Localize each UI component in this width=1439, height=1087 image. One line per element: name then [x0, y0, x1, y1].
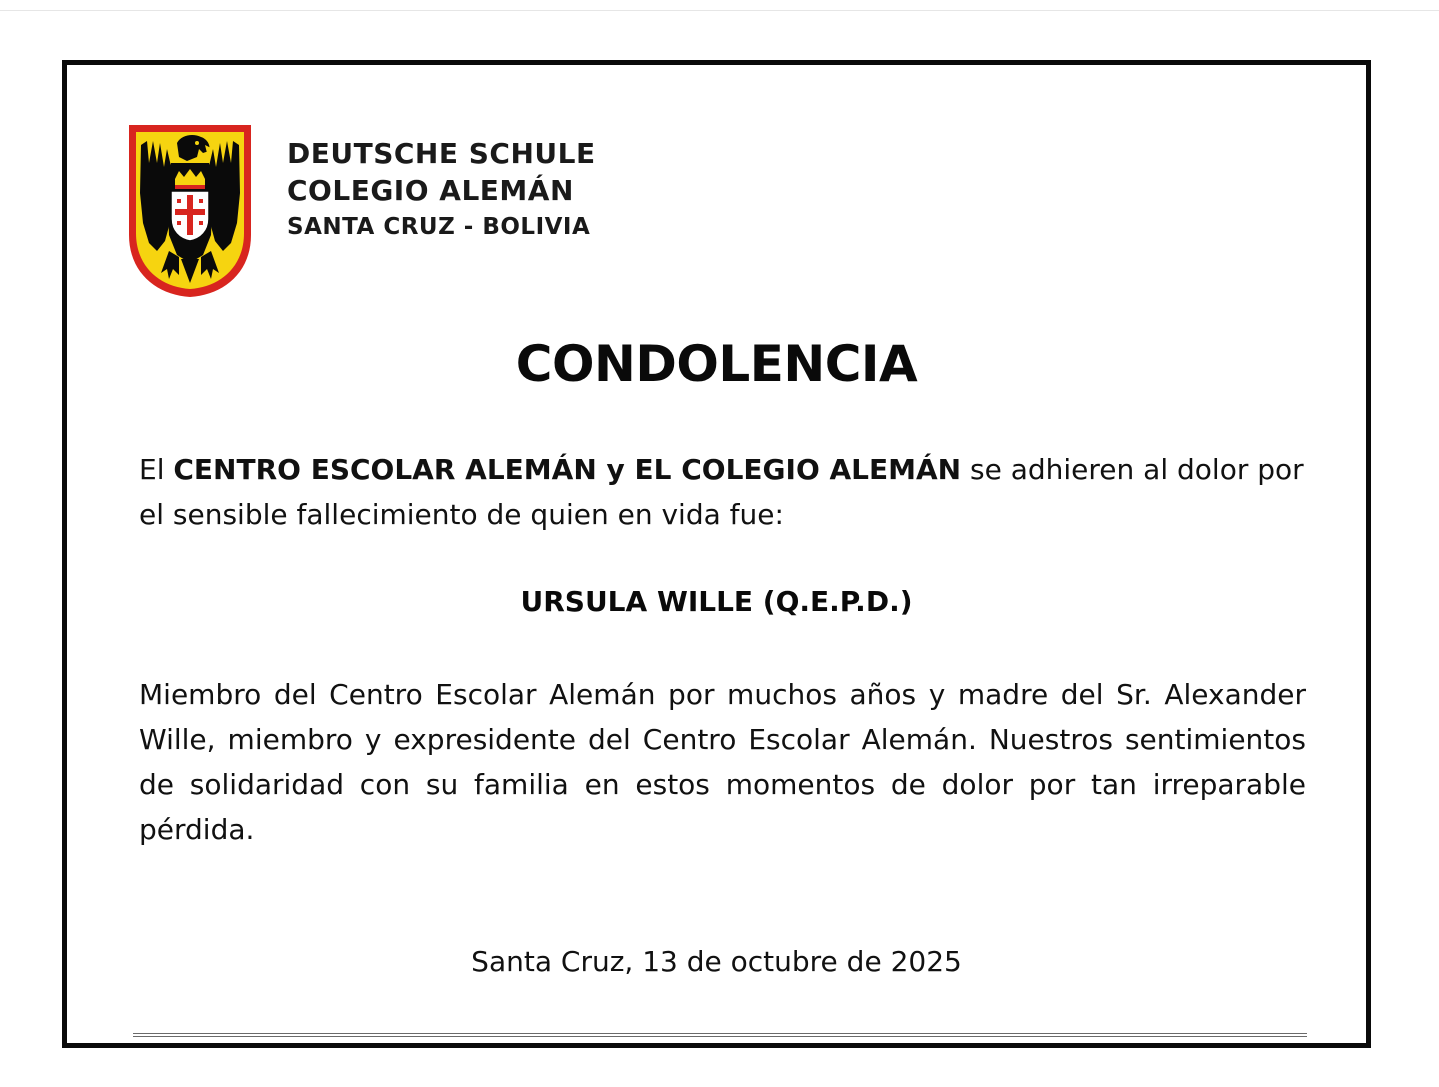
page-title: CONDOLENCIA	[515, 335, 918, 393]
school-name-line-1: DEUTSCHE SCHULE	[287, 137, 596, 170]
place-date: Santa Cruz, 13 de octubre de 2025	[471, 945, 962, 978]
top-divider	[0, 10, 1439, 11]
bottom-divider	[133, 1033, 1307, 1037]
condolence-notice	[62, 60, 1371, 1048]
body-paragraph: Miembro del Centro Escolar Alemán por muchos años y madre del Sr. Alexander Wille, miembro y expresidente del Centro Escolar Alemán. Nuestros sentimientos de solidaridad con su familia en estos momentos de dolor por tan irreparable pérdida.	[139, 678, 1306, 846]
intro-suffix: se adhieren al dolor por el sensible fallecimiento de quien en vida fue:	[139, 453, 1304, 531]
school-name	[287, 135, 596, 246]
intro-prefix: El	[139, 453, 174, 486]
intro-institutions: CENTRO ESCOLAR ALEMÁN y EL COLEGIO ALEMÁN	[173, 453, 962, 486]
eagle-crest-icon	[127, 123, 253, 299]
school-location: SANTA CRUZ - BOLIVIA	[287, 214, 591, 240]
school-name-line-2: COLEGIO ALEMÁN	[287, 174, 574, 207]
intro-paragraph	[139, 447, 1306, 537]
deceased-name: URSULA WILLE (Q.E.P.D.)	[520, 585, 913, 618]
